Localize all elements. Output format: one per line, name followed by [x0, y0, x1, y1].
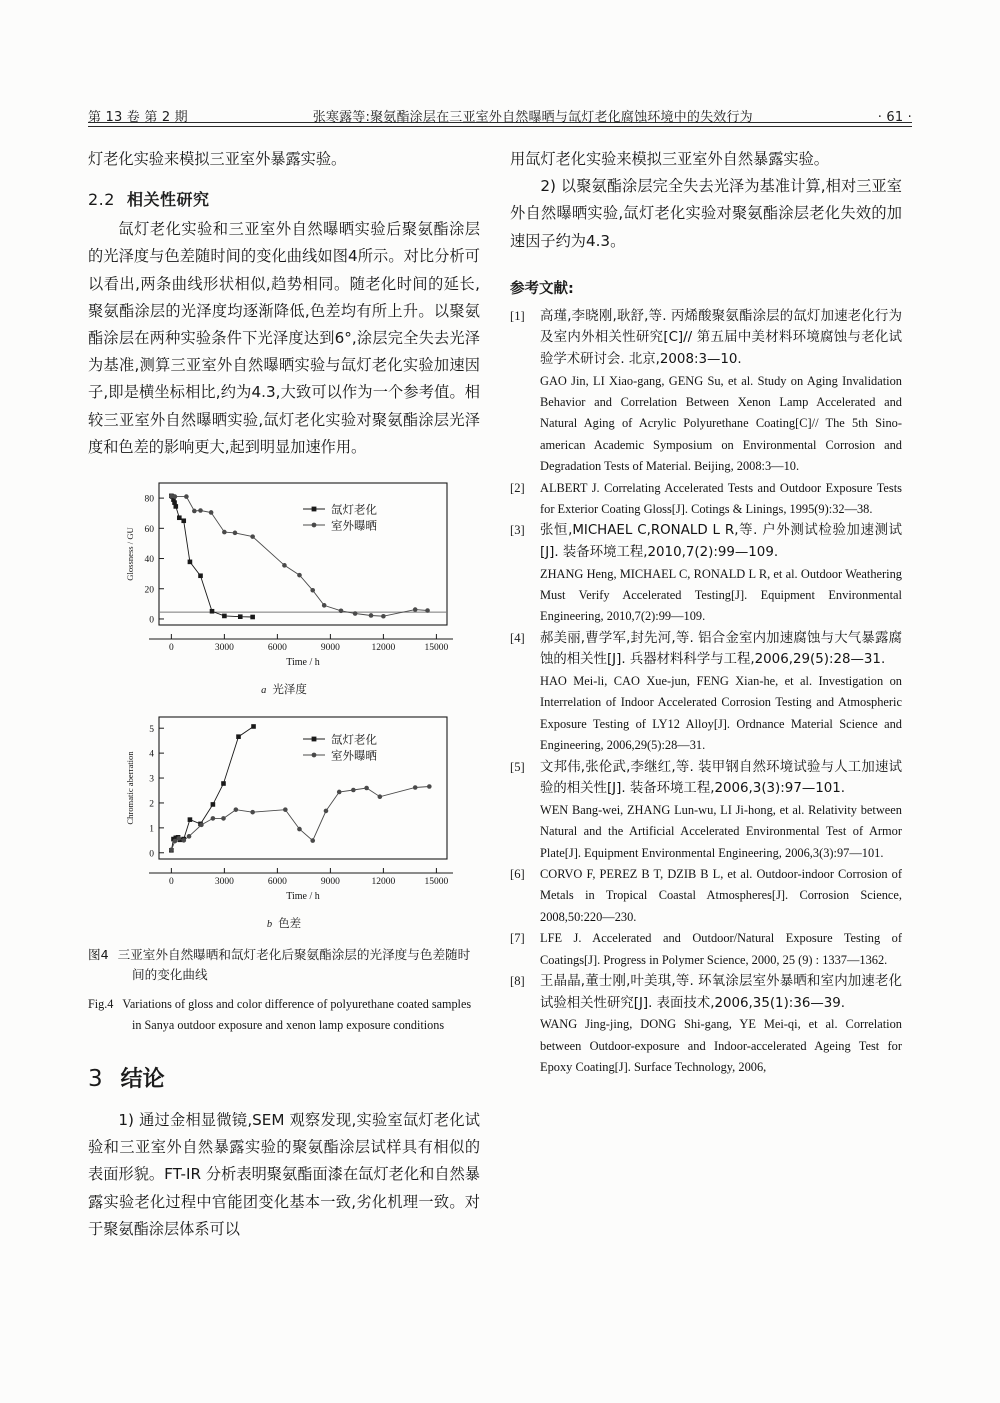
reference-text-en: GAO Jin, LI Xiao-gang, GENG Su, et al. Study on Aging Invalidation Behavior and Correlation Between Xenon Lamp Accelerated and Natural Aging of Acrylic Polyurethane Coating[C]// The 5th Sino-american Academic Symposium on Environmental Corrosion and Degradation Tests of Material. Beijing, 2008:3—10. [540, 373, 902, 474]
svg-text:0: 0 [149, 615, 154, 626]
reference-text-zh: 郝美丽,曹学军,封先河,等. 铝合金室内加速腐蚀与大气暴露腐蚀的相关性[J]. 兵器材料科学与工程,2006,29(5):28—31. [540, 630, 902, 668]
svg-text:氙灯老化: 氙灯老化 [331, 502, 377, 517]
running-head [88, 95, 912, 125]
reference-body [540, 757, 902, 864]
chart-gloss-svg [107, 471, 461, 683]
reference-text-zh: 高瑾,李晓刚,耿舒,等. 丙烯酸聚氨酯涂层的氙灯加速老化行为及室内外相关性研究[C]// 第五届中美材料环境腐蚀与老化试验学术研讨会. 北京,2008:3—10. [540, 308, 902, 367]
subcaption-b-tag: b [266, 919, 273, 931]
reference-number: [4] [510, 630, 525, 645]
svg-text:60: 60 [144, 524, 154, 535]
svg-text:Time / h: Time / h [286, 891, 320, 903]
reference-number: [2] [510, 480, 525, 495]
svg-text:室外曝晒: 室外曝晒 [331, 518, 377, 533]
conclusion-number: 3 [88, 1066, 103, 1093]
reference-text-en: HAO Mei-li, CAO Xue-jun, FENG Xian-he, et al. Investigation on Interrelation of Indoor Accelerated Corrosion Testing and Atmospheric Exposure Testing of LY12 Alloy[J]. Ordnance Material Science and Engineering, 2006,29(5):28—31. [540, 674, 902, 753]
svg-text:2: 2 [149, 799, 154, 810]
svg-text:Glossness / GU: Glossness / GU [125, 527, 135, 581]
subcaption-a-label: 光泽度 [272, 682, 307, 697]
conclusion-title: 结论 [120, 1067, 165, 1093]
reference-item [510, 520, 902, 627]
reference-text-en: ZHANG Heng, MICHAEL C, RONALD L R, et al. Outdoor Weathering Must Verify Accelerated Testing[J]. Equipment Environmental Engineering, 2010,7(2):99—109. [540, 566, 902, 624]
svg-text:0: 0 [168, 877, 174, 888]
svg-text:9000: 9000 [320, 643, 340, 654]
reference-text-en: WANG Jing-jing, DONG Shi-gang, YE Mei-qi, et al. Correlation between Outdoor-exposure and Indoor-accelerated Ageing Test for Epoxy Coating[J]. Surface Technology, 2006, [540, 1017, 902, 1075]
page-number: · 61 · [877, 110, 912, 125]
chart-chromatic-svg [107, 705, 461, 917]
header-rule [88, 122, 912, 127]
running-title: 张寒露等:聚氨酯涂层在三亚室外自然曝晒与氙灯老化腐蚀环境中的失效行为 [312, 110, 753, 125]
subcaption-b-label: 色差 [278, 916, 302, 931]
svg-text:1: 1 [149, 824, 154, 835]
reference-number: [1] [510, 308, 525, 323]
right-column [510, 146, 902, 1079]
figure-caption-en [88, 994, 480, 1036]
svg-text:20: 20 [144, 585, 154, 596]
section-number: 2.2 [88, 190, 115, 210]
reference-text-en: CORVO F, PEREZ B T, DZIB B L, et al. Outdoor-indoor Corrosion of Metals in Tropical Coastal Atmospheres[J]. Corrosion Science, 2008,50:220—230. [540, 867, 902, 924]
subcaption-a-tag: a [261, 685, 267, 697]
chart-chromatic [107, 705, 461, 931]
reference-item [510, 306, 902, 478]
section-heading-2-2 [88, 187, 480, 210]
reference-body [540, 520, 902, 627]
references-list [510, 306, 902, 1079]
figure-caption-zh [88, 945, 480, 985]
reference-body [540, 306, 902, 478]
svg-text:12000: 12000 [371, 877, 396, 888]
svg-text:6000: 6000 [267, 643, 287, 654]
reference-number: [8] [510, 974, 525, 989]
reference-body [540, 971, 902, 1078]
reference-item [510, 971, 902, 1078]
subcaption-b [107, 915, 461, 931]
svg-text:15000: 15000 [424, 643, 449, 654]
reference-text-en: LFE J. Accelerated and Outdoor/Natural Exposure Testing of Coatings[J]. Progress in Polymer Science, 2000, 25 (9) : 1337—1362. [540, 931, 902, 967]
reference-text-en: WEN Bang-wei, ZHANG Lun-wu, LI Ji-hong, et al. Relativity between Natural and the Artificial Accelerated Environmental Test of Armor Plate[J]. Equipment Environmental Engineering, 2006,3(3):97—101. [540, 802, 902, 860]
reference-body [540, 928, 902, 971]
svg-text:氙灯老化: 氙灯老化 [331, 732, 377, 747]
section-title: 相关性研究 [126, 190, 210, 210]
chart-gloss [107, 471, 461, 697]
reference-text-en: ALBERT J. Correlating Accelerated Tests and Outdoor Exposure Tests for Exterior Coating Gloss[J]. Cotings & Linings, 1995(9):32—38. [540, 480, 902, 517]
reference-item [510, 478, 902, 521]
figure-4 [88, 471, 480, 1036]
svg-text:12000: 12000 [371, 643, 396, 654]
paragraph-correlation: 氙灯老化实验和三亚室外自然曝晒实验后聚氨酯涂层的光泽度与色差随时间的变化曲线如图4所示。对比分析可以看出,两条曲线形状相似,趋势相同。随老化时间的延长,聚氨酯涂层的光泽度均逐渐降低,色差均有所上升。以聚氨酯涂层在两种实验条件下光泽度达到6°,涂层完全失去光泽为基准,测算三亚室外自然曝晒实验与氙灯老化实验加速因子,即是横坐标相比,约为4.3,大致可以作为一个参考值。相较三亚室外自然曝晒实验,氙灯老化实验对聚氨酯涂层光泽度和色差的影响更大,起到明显加速作用。 [88, 220, 480, 456]
reference-item [510, 928, 902, 971]
reference-body [540, 478, 902, 521]
reference-text-zh: 文邦伟,张伦武,李继红,等. 装甲钢自然环境试验与人工加速试验的相关性[J]. 装备环境工程,2006,3(3):97—101. [540, 759, 902, 797]
svg-text:80: 80 [144, 494, 154, 505]
svg-text:3: 3 [149, 774, 154, 785]
left-column [88, 146, 480, 1243]
svg-text:3000: 3000 [214, 877, 234, 888]
figure-caption-en-text: Variations of gloss and color difference of polyurethane coated samples in Sanya outdoor exposure and xenon lamp exposure conditions [122, 997, 472, 1033]
conclusion-item-1: 1) 通过金相显微镜,SEM 观察发现,实验室氙灯老化试验和三亚室外自然暴露实验的聚氨酯涂层试样具有相似的表面形貌。FT-IR 分析表明聚氨酯面漆在氙灯老化和自然暴露实验老化过程中官能团变化基本一致,劣化机理一致。对于聚氨酯涂层体系可以 [88, 1111, 480, 1238]
reference-number: [6] [510, 867, 525, 882]
svg-text:Chromatic aberration: Chromatic aberration [125, 751, 135, 825]
svg-text:9000: 9000 [320, 877, 340, 888]
volume-issue: 第 13 卷 第 2 期 [88, 110, 188, 125]
svg-text:40: 40 [144, 555, 154, 566]
figure-caption-zh-text: 三亚室外自然曝晒和氙灯老化后聚氨酯涂层的光泽度与色差随时间的变化曲线 [117, 947, 471, 983]
continued-paragraph: 灯老化实验来模拟三亚室外暴露实验。 [88, 150, 347, 168]
reference-item [510, 757, 902, 864]
reference-number: [3] [510, 523, 525, 538]
svg-text:6000: 6000 [267, 877, 287, 888]
svg-text:4: 4 [149, 749, 154, 760]
reference-text-zh: 王晶晶,董士刚,叶美琪,等. 环氧涂层室外暴晒和室内加速老化试验相关性研究[J]. 表面技术,2006,35(1):36—39. [540, 974, 902, 1011]
svg-text:Time / h: Time / h [286, 657, 320, 669]
reference-number: [5] [510, 759, 525, 774]
reference-number: [7] [510, 931, 525, 946]
reference-item [510, 864, 902, 928]
right-continued-paragraph: 用氙灯老化实验来模拟三亚室外自然暴露实验。 [510, 150, 829, 168]
svg-text:0: 0 [168, 643, 174, 654]
reference-text-zh: 张恒,MICHAEL C,RONALD L R,等. 户外测试检验加速测试[J]. 装备环境工程,2010,7(2):99—109. [540, 523, 902, 561]
figure-caption-en-tag: Fig.4 [88, 997, 114, 1012]
svg-text:5: 5 [149, 724, 154, 735]
svg-text:室外曝晒: 室外曝晒 [331, 748, 377, 763]
figure-caption-zh-tag: 图4 [88, 947, 109, 963]
svg-text:15000: 15000 [424, 877, 449, 888]
svg-text:3000: 3000 [214, 643, 234, 654]
section-heading-3 [88, 1062, 480, 1093]
reference-body [540, 864, 902, 928]
references-heading: 参考文献: [510, 280, 574, 297]
conclusion-item-2: 2) 以聚氨酯涂层完全失去光泽为基准计算,相对三亚室外自然曝晒实验,氙灯老化实验对聚氨酯涂层老化失效的加速因子约为4.3。 [510, 177, 902, 250]
svg-text:0: 0 [149, 849, 154, 860]
subcaption-a [107, 681, 461, 697]
reference-item [510, 628, 902, 757]
reference-body [540, 628, 902, 757]
